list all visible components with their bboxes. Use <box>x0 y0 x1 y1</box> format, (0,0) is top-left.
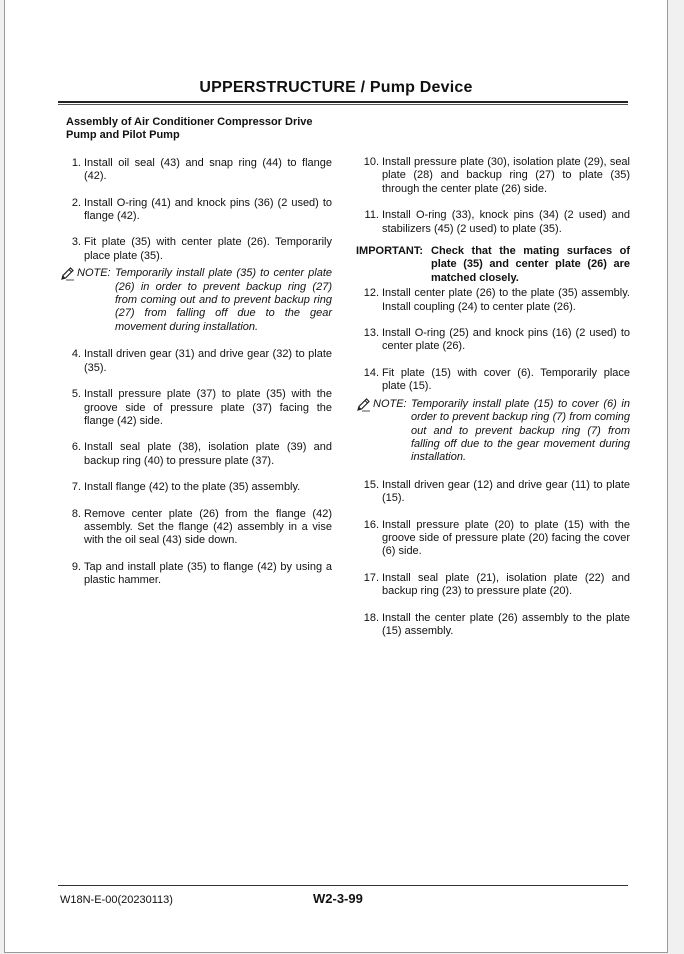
step-text: Install center plate (26) to the plate (35) assembly. Install coupling (24) to center plate (26). <box>382 287 630 313</box>
step-17 <box>356 572 630 599</box>
step-6 <box>60 441 332 468</box>
step-number: 6. <box>71 441 81 454</box>
step-number: 1. <box>71 156 81 169</box>
step-text: Install seal plate (21), isolation plate (22) and backup ring (23) to pressure plate (20). <box>382 571 630 598</box>
step-text: Install driven gear (12) and drive gear (11) to plate (15). <box>382 478 630 505</box>
note-label: NOTE: <box>77 267 111 280</box>
page-title: UPPERSTRUCTURE / Pump Device <box>199 79 473 96</box>
note-text: Temporarily install plate (35) to center plate (26) in order to prevent backup ring (27) from coming out and to prevent backup ring (27) from falling off due to the gear movement during installation. <box>115 267 332 333</box>
step-number: 4. <box>71 348 81 361</box>
step-12 <box>356 287 630 314</box>
step-number: 8. <box>71 507 81 520</box>
pencil-note-icon <box>356 398 372 412</box>
step-text: Tap and install plate (35) to flange (42) by using a plastic hammer. <box>84 560 332 587</box>
important-text: Check that the mating surfaces of plate (35) and center plate (26) are matched closely. <box>431 245 630 284</box>
step-16 <box>356 519 630 559</box>
step-11 <box>356 209 630 236</box>
header-rule <box>58 101 628 103</box>
note-text: Temporarily install plate (15) to cover (6) in order to prevent backup ring (7) from coming out and to prevent backup ring (7) from falling off due to the gear movement during installation. <box>411 397 630 464</box>
step-text: Fit plate (15) with cover (6). Temporarily place plate (15). <box>382 366 630 393</box>
step-18 <box>356 612 630 639</box>
step-text: Install seal plate (38), isolation plate (39) and backup ring (40) to pressure plate (37). <box>84 441 332 467</box>
step-text: Install O-ring (25) and knock pins (16) (2 used) to center plate (26). <box>382 327 630 353</box>
step-text: Remove center plate (26) from the flange (42) assembly. Set the flange (42) assembly in a vise with the oil seal (43) side down. <box>84 507 332 547</box>
section-title-line1: Assembly of Air Conditioner Compressor Drive <box>66 116 313 128</box>
step-text: Install the center plate (26) assembly to the plate (15) assembly. <box>382 611 630 637</box>
step-text: Install pressure plate (37) to plate (35) with the groove side of pressure plate (37) facing the flange (42) side. <box>84 388 332 427</box>
step-number: 15. <box>363 478 379 491</box>
step-text: Install pressure plate (20) to plate (15) with the groove side of pressure plate (20) facing the cover (6) side. <box>382 518 630 558</box>
section-title-line2: Pump and Pilot Pump <box>66 129 180 142</box>
step-number: 3. <box>71 236 81 249</box>
step-13 <box>356 327 630 354</box>
note-block <box>356 398 630 465</box>
step-text: Install driven gear (31) and drive gear (32) to plate (35). <box>84 348 332 374</box>
step-number: 13. <box>363 327 379 340</box>
note-label: NOTE: <box>373 397 407 410</box>
step-1 <box>60 157 332 184</box>
important-block <box>356 245 630 285</box>
step-number: 9. <box>71 560 81 573</box>
note-block <box>60 267 332 334</box>
step-number: 5. <box>71 388 81 401</box>
step-10 <box>356 156 630 196</box>
step-number: 18. <box>363 611 379 624</box>
header-rule-thin <box>58 104 628 105</box>
page-number: W2-3-99 <box>313 891 363 906</box>
step-number: 17. <box>363 571 379 584</box>
step-14 <box>356 367 630 394</box>
document-code: W18N-E-00(20230113) <box>60 894 173 906</box>
step-2 <box>60 197 332 224</box>
step-text: Install oil seal (43) and snap ring (44) to flange (42). <box>84 156 332 183</box>
step-8 <box>60 508 332 548</box>
important-label: IMPORTANT: <box>356 245 424 258</box>
step-number: 11. <box>364 209 379 222</box>
step-9 <box>60 561 332 588</box>
step-text: Install pressure plate (30), isolation plate (29), seal plate (28) and backup ring (27) to plate (35) through the center plate (26) side. <box>382 156 630 195</box>
pencil-note-icon <box>60 267 76 281</box>
step-number: 7. <box>71 481 81 494</box>
step-number: 12. <box>363 287 379 300</box>
right-column <box>356 156 630 651</box>
step-5 <box>60 388 332 428</box>
step-text: Install flange (42) to the plate (35) assembly. <box>84 481 301 494</box>
footer-rule <box>58 885 628 886</box>
step-number: 16. <box>363 518 379 531</box>
step-text: Install O-ring (33), knock pins (34) (2 used) and stabilizers (45) (2 used) to plate (35). <box>382 209 630 235</box>
step-text: Fit plate (35) with center plate (26). Temporarily place plate (35). <box>84 236 332 262</box>
document-page <box>4 0 668 953</box>
left-column <box>60 116 332 601</box>
step-4 <box>60 348 332 375</box>
step-15 <box>356 479 630 506</box>
step-text: Install O-ring (41) and knock pins (36) (2 used) to flange (42). <box>84 196 332 223</box>
step-number: 2. <box>71 196 81 209</box>
step-number: 10. <box>363 156 379 168</box>
section-title <box>66 116 332 143</box>
step-7 <box>60 481 332 494</box>
step-3 <box>60 236 332 263</box>
step-number: 14. <box>363 366 379 379</box>
